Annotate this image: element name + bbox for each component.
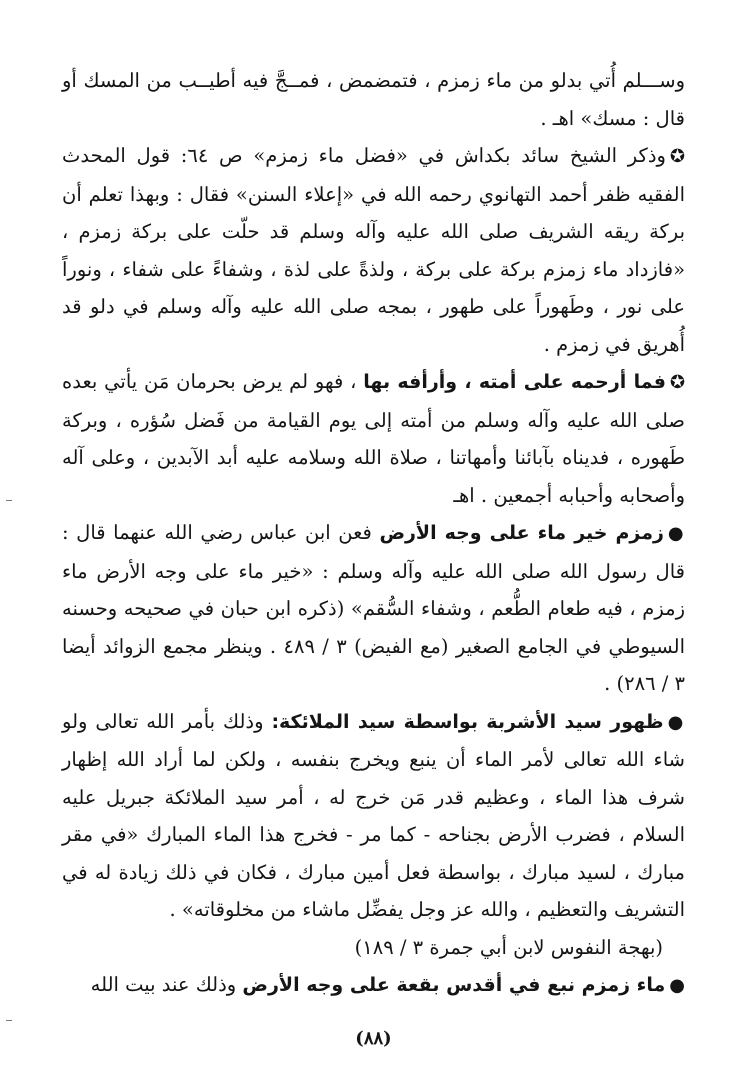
paragraph-6	[62, 966, 685, 1005]
dot-bullet-icon: ●	[669, 975, 685, 996]
body-text	[62, 62, 685, 1005]
paragraph-text: وذلك بأمر الله تعالى ولو شاء الله تعالى لأمر الماء أن ينبع ويخرج بنفسه ، ولكن لما أراد الله إظهار شرف هذا الماء ، وعظيم قدر مَن خرج له ، أمر سيد الملائكة جبريل عليه السلام ، فضرب الأرض بجناحه - كما مر - فخرج هذا الماء المبارك «في مقر مبارك ، لسيد مبارك ، بواسطة فعل أمين مبارك ، فكان في ذلك زيادة له في التشريف والتعظيم ، والله عز وجل يفضِّل ماشاء من مخلوقاته» .	[62, 709, 685, 921]
edge-mark	[6, 500, 12, 501]
paragraph-4	[62, 514, 685, 703]
paragraph-headline: زمزم خير ماء على وجه الأرض	[379, 522, 664, 544]
reference-citation: (بهجة النفوس لابن أبي جمرة ٣ / ١٨٩)	[354, 935, 663, 959]
paragraph-text: وســـلم أُتي بدلو من ماء زمزم ، فتمضمض ، فمــجَّ فيه أطيــب من المسك أو قال : مسك» اهـ .	[62, 69, 685, 130]
dot-bullet-icon: ●	[667, 711, 686, 733]
paragraph-3	[62, 363, 685, 514]
dot-bullet-icon: ●	[667, 523, 685, 544]
paragraph-text: فعن ابن عباس رضي الله عنهما قال : قال رسول الله صلى الله عليه وآله وسلم : «خير ماء على وجه الأرض ماء زمزم ، فيه طعام الطُّعم ، وشفاء السُّقم» (ذكره ابن حبان في صحيحه وحسنه السيوطي في الجامع الصغير (مع الفيض) ٣ / ٤٨٩ . وينظر مجمع الزوائد أيضا ٣ / ٢٨٦) .	[62, 521, 686, 695]
edge-mark	[6, 1020, 12, 1021]
paragraph-headline: ظهور سيد الأشربة بواسطة سيد الملائكة:	[271, 710, 664, 733]
paragraph-text: ، فهو لم يرض بحرمان مَن يأتي بعده صلى الله عليه وآله وسلم من أمته إلى يوم القيامة من فَضل سُؤره ، وبركة طَهوره ، فديناه بآبائنا وأمهاتنا ، صلاة الله وسلامه عليه أبد الآبدين ، وعلى آله وأصحابه وأحبابه أجمعين . اهـ	[62, 370, 685, 507]
paragraph-5	[62, 703, 685, 929]
paragraph-headline: ماء زمزم نبع في أقدس بقعة على وجه الأرض	[242, 974, 666, 996]
paragraph-text: وذكر الشيخ سائد بكداش في «فضل ماء زمزم» ص ٦٤: قول المحدث الفقيه ظفر أحمد التهانوي رحمه الله في «إعلاء السنن» فقال : وبهذا تعلم أن بركة ريقه الشريف صلى الله عليه وآله وسلم قد حلّت على بركة زمزم ، «فازداد ماء زمزم بركة على بركة ، ولذةً على لذة ، وشفاءً على شفاء ، ونوراً على نور ، وطَهوراً على طهور ، بمجه صلى الله عليه وآله وسلم في دلو قد أُهريق في زمزم .	[62, 144, 685, 356]
flower-bullet-icon: ✪	[669, 146, 686, 167]
paragraph-2	[62, 137, 685, 363]
flower-bullet-icon: ✪	[669, 372, 685, 393]
page-number: (٨٨)	[355, 1028, 392, 1049]
paragraph-1	[62, 62, 685, 137]
paragraph-headline: فما أرحمه على أمته ، وأرأفه بها	[363, 371, 666, 393]
paragraph-text: وذلك عند بيت الله	[90, 973, 237, 996]
